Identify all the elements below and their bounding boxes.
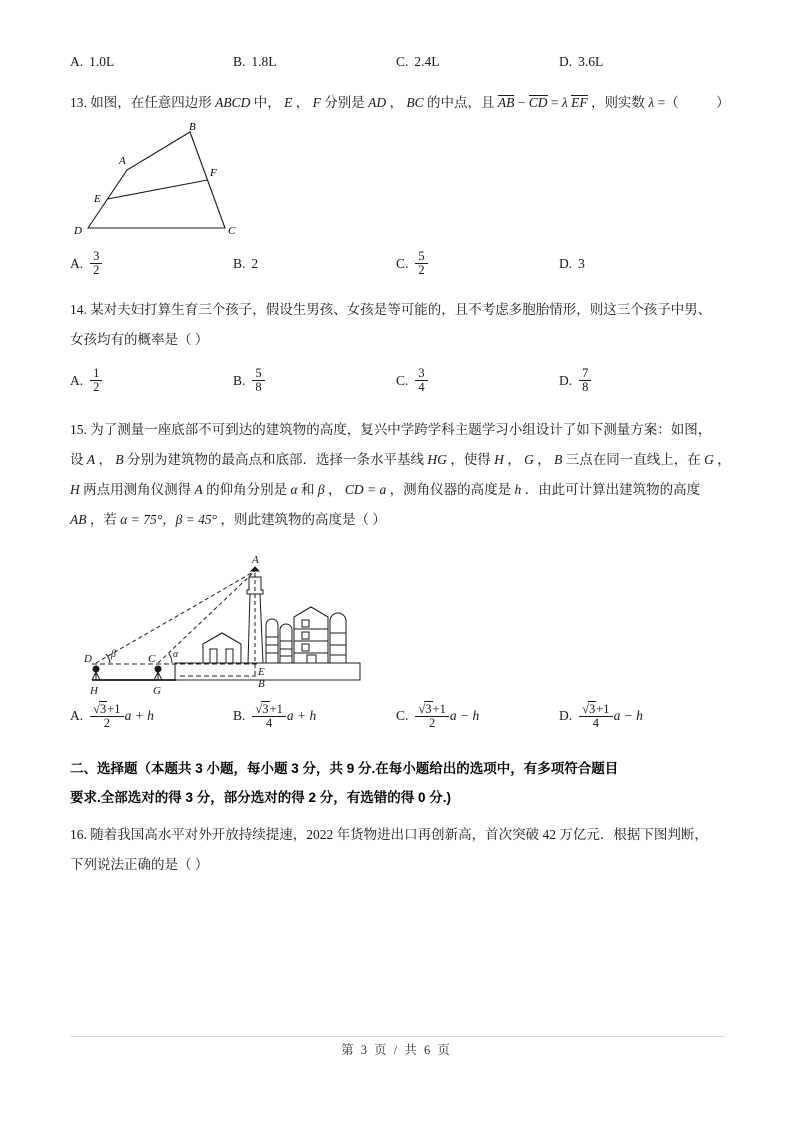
q13-text-7: ，则实数 — [591, 95, 646, 110]
q15-option-b-value — [251, 703, 316, 730]
option-d[interactable] — [559, 50, 722, 74]
house-door — [210, 649, 217, 663]
q15-var-b2: B — [554, 451, 563, 467]
q15-figure-survey — [70, 545, 725, 695]
q14-option-a-label: A. — [70, 372, 84, 388]
q13-vector-cd: CD — [528, 95, 548, 110]
tail-expression: a + h — [124, 708, 154, 724]
q15-number: 15. — [70, 421, 87, 437]
house-window — [226, 649, 233, 663]
q15-option-d-value — [578, 703, 643, 730]
q14-option-b[interactable] — [233, 367, 396, 394]
q15-l4-b: ，则此建筑物的高度是（ ） — [220, 511, 386, 527]
q14-option-b-value — [251, 367, 265, 394]
option-b[interactable] — [233, 50, 396, 74]
angle-alpha-arc — [169, 654, 172, 663]
silo-1 — [266, 619, 278, 663]
sqrt-radicand: 3 — [425, 701, 432, 716]
option-c[interactable] — [396, 50, 559, 74]
option-a-value: 1.0L — [89, 54, 115, 69]
label-b: B — [258, 677, 265, 690]
q14-options-row — [70, 367, 725, 394]
q15-var-g: G — [524, 451, 534, 467]
q13-text-3: ， — [295, 95, 310, 110]
theodolite-g-head — [155, 666, 161, 672]
q15-beta: β — [317, 481, 325, 497]
denominator: 2 — [93, 380, 100, 395]
q12-options-row — [70, 50, 725, 74]
section-2-text-2: 要求.全部选对的得 3 分，部分选对的得 2 分，有选错的得 0 分.) — [70, 789, 452, 805]
q15-option-a[interactable] — [70, 703, 233, 730]
page-content — [70, 50, 731, 880]
q13-lambda: λ — [561, 95, 568, 110]
q15-l3-c: 和 — [300, 481, 315, 497]
q15-l3-e: ，测角仪器的高度是 — [389, 481, 512, 497]
q15-l3-a: 两点用测角仪测得 — [83, 481, 192, 497]
denominator: 4 — [265, 715, 273, 730]
q14-option-a[interactable] — [70, 367, 233, 394]
denominator: 8 — [255, 380, 262, 395]
option-d-label: D. — [559, 54, 573, 69]
tower-lantern — [247, 577, 263, 594]
q13-option-d-label: D. — [559, 255, 573, 271]
q13-minus: − — [517, 95, 526, 110]
theodolite-h-head — [93, 666, 99, 672]
q15-l2-e: ， — [507, 451, 521, 467]
label-e: E — [258, 665, 265, 678]
quadrilateral-outline — [88, 132, 225, 228]
denominator: 2 — [93, 263, 100, 278]
house-body — [203, 633, 241, 663]
q15-text-line-1: 为了测量一座底部不可到达的建筑物的高度，复兴中学跨学科主题学习小组设计了如下测量方案：如图， — [90, 421, 712, 437]
q13-option-c[interactable] — [396, 250, 559, 277]
q13-var-e: E — [284, 95, 293, 110]
q14-option-c[interactable] — [396, 367, 559, 394]
numerator — [90, 703, 123, 717]
q13-option-a-label: A. — [70, 255, 84, 271]
q13-text-8: =（ — [657, 95, 679, 110]
turret-bands — [330, 633, 346, 655]
option-b-label: B. — [233, 54, 246, 69]
fraction — [579, 703, 612, 730]
q13-option-a[interactable] — [70, 250, 233, 277]
numerator: 5 — [415, 250, 427, 264]
fraction — [252, 703, 285, 730]
q15-l2-b: ， — [98, 451, 112, 467]
q13-equals: = — [550, 95, 559, 110]
tail-expression: a + h — [286, 708, 317, 724]
q14-number: 14. — [70, 302, 87, 318]
silo-2-bands — [280, 641, 292, 656]
q14-option-b-label: B. — [233, 372, 246, 388]
segment-ef — [108, 180, 208, 199]
q15-l2-h: ， — [717, 451, 731, 467]
silo-2 — [280, 624, 292, 663]
q13-number: 13. — [70, 95, 87, 110]
question-13-stem — [70, 88, 730, 118]
plus-one: +1 — [596, 701, 610, 716]
numerator: 5 — [252, 367, 264, 381]
q15-option-c-value — [414, 703, 479, 730]
q13-text-9: ） — [716, 95, 730, 110]
q15-var-a: A — [86, 451, 96, 467]
building-entrance — [307, 655, 316, 663]
q14-option-c-value — [414, 367, 428, 394]
house-roof — [203, 633, 241, 644]
option-a-label: A. — [70, 54, 84, 69]
q15-var-g2: G — [704, 451, 714, 467]
q15-l4-a: ，若 — [89, 511, 117, 527]
quadrilateral-abcd-svg — [70, 122, 330, 242]
sqrt-icon: √3 — [418, 701, 432, 716]
denominator: 2 — [418, 263, 425, 278]
numerator — [579, 703, 612, 717]
sqrt-icon: √3 — [255, 701, 269, 716]
label-e: E — [94, 193, 101, 205]
q15-l3-d: ， — [327, 481, 342, 497]
option-c-value: 2.4L — [414, 54, 440, 69]
tall-building-floors — [294, 629, 328, 653]
denominator: 4 — [418, 380, 425, 395]
question-15-stem-line-4 — [70, 505, 725, 535]
q15-l2-c: 分别为建筑物的最高点和底部．选择一条水平基线 — [127, 451, 424, 467]
q13-option-c-label: C. — [396, 255, 409, 271]
q13-text-6: 的中点，且 — [427, 95, 495, 110]
plus-one: +1 — [269, 701, 283, 716]
question-15-stem-line-3 — [70, 475, 725, 505]
theodolite-g-tripod — [154, 672, 162, 680]
building-window-2 — [302, 632, 309, 639]
q15-alpha: α — [290, 481, 298, 497]
q13-option-d[interactable] — [559, 250, 722, 277]
theodolite-h-tripod — [92, 672, 100, 680]
label-alpha: α — [173, 648, 179, 660]
q15-var-a2: A — [194, 481, 203, 497]
tall-building-roof — [294, 607, 328, 617]
label-d: D — [74, 225, 82, 237]
q15-var-h2: H — [70, 481, 80, 497]
label-c: C — [228, 225, 236, 237]
section-2-header-line-1 — [70, 754, 725, 783]
question-14-stem-line-1 — [70, 295, 725, 325]
label-d: D — [84, 652, 92, 665]
label-c: C — [148, 652, 156, 665]
q13-options-row — [70, 250, 725, 277]
q16-text-line-1: 随着我国高水平对外开放持续提速，2022 年货物进出口再创新高，首次突破 42 万亿元．根据下图判断， — [90, 826, 708, 842]
q15-option-b[interactable] — [233, 703, 396, 730]
building-survey-svg — [70, 545, 370, 695]
numerator — [415, 703, 448, 717]
sqrt-icon: √3 — [582, 701, 596, 716]
q13-option-c-value — [414, 250, 428, 277]
q13-lambda-2: λ — [648, 95, 655, 110]
building-window-1 — [302, 620, 309, 627]
numerator: 7 — [579, 367, 591, 381]
q15-option-c-label: C. — [396, 708, 409, 724]
q14-text-line-2: 女孩均有的概率是（ ） — [70, 332, 209, 348]
q15-l2-d: ，使得 — [450, 451, 491, 467]
label-g: G — [153, 684, 161, 695]
q15-var-ab: AB — [70, 511, 87, 527]
numerator: 1 — [90, 367, 102, 381]
q15-options-row — [70, 703, 725, 730]
platform — [175, 663, 360, 680]
question-16-stem-line-1 — [70, 820, 725, 850]
label-b: B — [189, 122, 196, 133]
sqrt-radicand: 3 — [589, 701, 596, 716]
q13-text-2: 中， — [253, 95, 281, 110]
q15-l2-g: 三点在同一直线上，在 — [565, 451, 701, 467]
q14-option-d-label: D. — [559, 372, 573, 388]
section-2-header-line-2 — [70, 783, 725, 812]
q13-var-f: F — [312, 95, 321, 110]
q15-l3-f: ．由此可计算出建筑物的高度 — [524, 481, 701, 497]
question-14-stem-line-2 — [70, 325, 725, 355]
label-a: A — [252, 553, 259, 566]
option-c-label: C. — [396, 54, 409, 69]
option-d-value: 3.6L — [578, 54, 604, 69]
q15-l2-f: ， — [537, 451, 551, 467]
q15-l3-b: 的仰角分别是 — [206, 481, 288, 497]
q13-option-a-value — [89, 250, 103, 277]
q15-var-b: B — [115, 451, 124, 467]
q13-text-5: ， — [389, 95, 403, 110]
denominator: 4 — [592, 715, 599, 730]
fraction — [90, 250, 102, 277]
fraction — [415, 250, 427, 277]
q14-option-d-value — [578, 367, 592, 394]
fraction — [90, 703, 123, 730]
q15-option-a-label: A. — [70, 708, 84, 724]
q15-option-c[interactable] — [396, 703, 559, 730]
numerator: 3 — [90, 250, 102, 264]
sqrt-radicand: 3 — [100, 701, 107, 716]
fraction — [415, 367, 427, 394]
q15-l2-a: 设 — [70, 451, 84, 467]
label-a: A — [119, 155, 126, 167]
q15-var-h3: h — [514, 481, 522, 497]
q13-text-4: 分别是 — [324, 95, 365, 110]
silo-1-bands — [266, 637, 278, 653]
denominator: 2 — [103, 715, 110, 730]
building-window-3 — [302, 644, 309, 651]
label-h: H — [90, 684, 98, 695]
q13-option-b[interactable] — [233, 250, 396, 277]
plus-one: +1 — [432, 701, 446, 716]
question-15-stem-line-2 — [70, 445, 731, 475]
label-beta: β — [111, 648, 116, 660]
q13-vector-ef: EF — [571, 95, 588, 110]
numerator — [252, 703, 285, 717]
q13-vector-ab: AB — [497, 95, 515, 110]
sqrt-icon: √3 — [93, 701, 107, 716]
denominator: 8 — [582, 380, 589, 395]
numerator: 3 — [415, 367, 427, 381]
option-b-value: 1.8L — [251, 54, 277, 69]
denominator: 2 — [428, 715, 436, 730]
q13-var-bc: BC — [406, 95, 424, 110]
q15-option-d[interactable] — [559, 703, 722, 730]
question-16-stem-line-2 — [70, 850, 725, 880]
tail-expression: a − h — [449, 708, 480, 724]
fraction — [579, 367, 591, 394]
sqrt-radicand: 3 — [262, 701, 269, 716]
q14-text-line-1: 某对夫妇打算生育三个孩子，假设生男孩、女孩是等可能的，且不考虑多胞胎情形，则这三个孩子中男、 — [90, 302, 712, 318]
q15-option-d-label: D. — [559, 708, 573, 724]
q15-var-h: H — [494, 451, 504, 467]
footer-divider — [70, 1036, 725, 1037]
q14-option-d[interactable] — [559, 367, 722, 394]
q15-angle-conditions: α = 75°，β = 45° — [120, 511, 218, 527]
q13-text-1: 如图，在任意四边形 — [90, 95, 212, 110]
q13-var-ad: AD — [368, 95, 387, 110]
q13-option-d-value: 3 — [578, 255, 585, 271]
q14-option-a-value — [89, 367, 103, 394]
q15-option-a-value — [89, 703, 154, 730]
section-2-text-1: 二、选择题（本题共 3 小题，每小题 3 分，共 9 分.在每小题给出的选项中，有多项符合题目 — [70, 760, 619, 776]
q15-option-b-label: B. — [233, 708, 246, 724]
q13-option-b-label: B. — [233, 255, 246, 271]
q15-cd-equals-a: CD = a — [344, 481, 387, 497]
tower-top — [251, 567, 259, 571]
q13-option-b-value: 2 — [251, 255, 259, 271]
q16-number: 16. — [70, 826, 87, 842]
fraction — [252, 367, 264, 394]
page-footer: 第 3 页 / 共 6 页 — [341, 1043, 452, 1057]
q16-text-line-2: 下列说法正确的是（ ） — [70, 856, 209, 872]
label-f: F — [210, 167, 217, 179]
plus-one: +1 — [107, 701, 121, 716]
fraction — [415, 703, 448, 730]
q14-option-c-label: C. — [396, 372, 409, 388]
tail-expression: a − h — [613, 708, 643, 724]
fraction — [90, 367, 102, 394]
q13-var-abcd: ABCD — [215, 95, 251, 110]
option-a[interactable] — [70, 50, 233, 74]
q13-figure-quadrilateral — [70, 122, 725, 242]
q15-var-hg: HG — [427, 451, 447, 467]
question-15-stem-line-1 — [70, 415, 725, 445]
